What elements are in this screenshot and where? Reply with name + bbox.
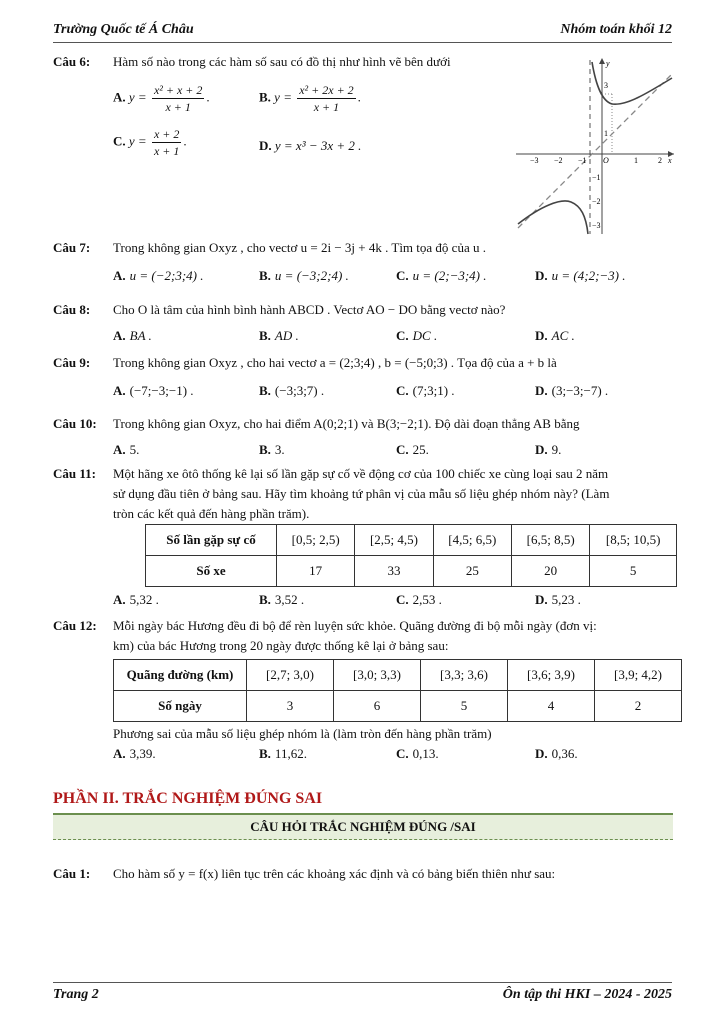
axis-label: y: [606, 59, 610, 68]
tick-label: −2: [592, 197, 601, 206]
option-d[interactable]: D. (3;−3;−7) .: [535, 383, 609, 398]
table-cell: 25: [433, 556, 511, 587]
page-footer: [53, 982, 672, 1009]
question-text: Trong không gian Oxyz , cho vectơ u = 2i − 3j + 4k . Tìm tọa độ của u .: [113, 240, 486, 255]
question-text: Cho O là tâm của hình bình hành ABCD . Vectơ AO − DO bằng vectơ nào?: [113, 302, 506, 317]
option-c[interactable]: C. 25.: [396, 442, 429, 457]
table-cell: 2: [595, 691, 682, 722]
option-c[interactable]: C. (7;3;1) .: [396, 383, 455, 398]
table-cell: [3,9; 4,2): [595, 660, 682, 691]
table-cell: [4,5; 6,5): [433, 525, 511, 556]
footer-title: Ôn tập thi HKI – 2024 - 2025: [502, 987, 672, 1002]
options: [113, 744, 673, 766]
question-text: Một hãng xe ôtô thống kê lại số lần gặp sự cố về động cơ của 100 chiếc xe cùng loại sau 2 năm: [113, 466, 609, 481]
option-b[interactable]: B. AD .: [259, 328, 299, 343]
option-b[interactable]: B. u = (−3;2;4) .: [259, 268, 349, 283]
question-number: Câu 8:: [53, 302, 91, 317]
fraction: $\frac{\text{x² + x + 2}}{x + 1}$: [153, 83, 203, 114]
options: [113, 326, 673, 348]
question-number: Câu 6:: [53, 54, 91, 69]
option-c[interactable]: C. 2,53 .: [396, 592, 442, 607]
options: [113, 440, 673, 462]
table-cell: [3,6; 3,9): [508, 660, 595, 691]
question-8: [53, 300, 673, 348]
option-d[interactable]: D. 9.: [535, 442, 562, 457]
table-cell: 17: [277, 556, 355, 587]
question-number: Câu 11:: [53, 466, 96, 481]
question-text: Phương sai của mẫu số liệu ghép nhóm là (làm tròn đến hàng phần trăm): [113, 726, 492, 741]
options: [113, 381, 673, 403]
table-header: Số xe: [146, 556, 277, 587]
table-header: Số ngày: [114, 691, 247, 722]
question-12: [53, 616, 673, 656]
option-a[interactable]: A. BA .: [113, 328, 152, 343]
table-header: Số lần gặp sự cố: [146, 525, 277, 556]
option-b[interactable]: B. 3.: [259, 442, 285, 457]
option-d[interactable]: D. AC .: [535, 328, 575, 343]
table-cell: [2,7; 3,0): [247, 660, 334, 691]
table-cell: [3,3; 3,6): [421, 660, 508, 691]
option-a[interactable]: A. 5.: [113, 442, 140, 457]
question-9: [53, 353, 673, 403]
tick-label: 2: [658, 156, 662, 165]
question-number: Câu 10:: [53, 416, 97, 431]
table-cell: [2,5; 4,5): [355, 525, 433, 556]
table-cell: 4: [508, 691, 595, 722]
option-b[interactable]: B. 11,62.: [259, 746, 307, 761]
table-cell: 5: [421, 691, 508, 722]
tick-label: −3: [592, 221, 601, 230]
option-a[interactable]: A. 5,32 .: [113, 592, 159, 607]
section-banner: CÂU HỎI TRẮC NGHIỆM ĐÚNG /SAI: [53, 813, 673, 840]
question-7: [53, 238, 673, 288]
options: [113, 266, 673, 288]
question-number: Câu 7:: [53, 240, 91, 255]
question-text: km) của bác Hương trong 20 ngày được thống kê lại ở bảng sau:: [113, 638, 449, 653]
option-a[interactable]: A. y = $\frac{\text{x² + x + 2}}{x + 1}$ .: [113, 83, 210, 114]
question-number: Câu 9:: [53, 355, 91, 370]
option-d[interactable]: D. y = x³ − 3x + 2 .: [259, 138, 362, 153]
tick-label: 3: [604, 81, 608, 90]
question-text: Mỗi ngày bác Hương đều đi bộ để rèn luyện sức khỏe. Quãng đường đi bộ mỗi ngày (đơn vị:: [113, 618, 597, 633]
data-table: [113, 659, 682, 722]
option-c[interactable]: C. 0,13.: [396, 746, 439, 761]
question-text: tròn các kết quả đến hàng phần trăm).: [113, 506, 310, 521]
options: [113, 590, 673, 612]
tick-label: 1: [634, 156, 638, 165]
question-12-after: [53, 724, 673, 766]
table-cell: [6,5; 8,5): [511, 525, 589, 556]
option-b[interactable]: B. (−3;3;7) .: [259, 383, 325, 398]
footer-page: Trang 2: [53, 987, 99, 1002]
question-text: Trong không gian Oxyz, cho hai điểm A(0;2;1) và B(3;−2;1). Độ dài đoạn thẳng AB bằng: [113, 416, 580, 431]
option-d[interactable]: D. u = (4;2;−3) .: [535, 268, 626, 283]
fraction: $\frac{\text{x² + 2x + 2}}{x + 1}$: [299, 83, 354, 114]
tick-label: −1: [592, 173, 601, 182]
table-cell: [3,0; 3,3): [334, 660, 421, 691]
tick-label: 1: [604, 129, 608, 138]
option-b[interactable]: B. y = $\frac{\text{x² + 2x + 2}}{x + 1}$ .: [259, 83, 361, 114]
question-text: sử dụng đầu tiên ở bảng sau. Hãy tìm khoảng tứ phân vị của mẫu số liệu ghép nhóm này? (Làm: [113, 486, 610, 501]
question-number: Câu 12:: [53, 618, 97, 633]
option-d[interactable]: D. 5,23 .: [535, 592, 581, 607]
option-c[interactable]: C. u = (2;−3;4) .: [396, 268, 487, 283]
option-d[interactable]: D. 0,36.: [535, 746, 578, 761]
tick-label: −3: [530, 156, 539, 165]
option-c[interactable]: C. y = $\frac{x + 2}{x + 1}$ .: [113, 127, 187, 158]
option-c[interactable]: C. DC .: [396, 328, 438, 343]
tick-label: −2: [554, 156, 563, 165]
option-a[interactable]: A. 3,39.: [113, 746, 156, 761]
header-group: Nhóm toán khối 12: [560, 22, 672, 37]
table-cell: 6: [334, 691, 421, 722]
question-10: [53, 414, 673, 462]
table-cell: 33: [355, 556, 433, 587]
data-table: [145, 524, 677, 587]
question-11: [53, 464, 673, 524]
table-cell: [8,5; 10,5): [590, 525, 677, 556]
axis-label: x: [668, 156, 672, 165]
table-cell: 3: [247, 691, 334, 722]
table-header: Quãng đường (km): [114, 660, 247, 691]
question-text: Cho hàm số y = f(x) liên tục trên các khoảng xác định và có bảng biến thiên như sau:: [113, 866, 556, 881]
question-text: Trong không gian Oxyz , cho hai vectơ a = (2;3;4) , b = (−5;0;3) . Tọa độ của a + b là: [113, 355, 557, 370]
table-cell: 20: [511, 556, 589, 587]
section-title: PHẦN II. TRẮC NGHIỆM ĐÚNG SAI: [53, 790, 323, 807]
page-header: [53, 22, 672, 43]
tick-label: −1: [578, 156, 587, 165]
question-text: Hàm số nào trong các hàm số sau có đồ thị như hình vẽ bên dưới: [113, 54, 451, 69]
question-number: Câu 1:: [53, 866, 91, 881]
question-11-options: [53, 590, 673, 612]
option-a[interactable]: A. (−7;−3;−1) .: [113, 383, 194, 398]
part2-question-1: [53, 864, 673, 884]
option-b[interactable]: B. 3,52 .: [259, 592, 305, 607]
table-cell: [0,5; 2,5): [277, 525, 355, 556]
function-graph: [516, 56, 676, 236]
header-school: Trường Quốc tế Á Châu: [53, 22, 194, 37]
fraction: $\frac{x + 2}{x + 1}$: [153, 127, 180, 158]
table-cell: 5: [590, 556, 677, 587]
tick-label: O: [603, 156, 609, 165]
option-a[interactable]: A. u = (−2;3;4) .: [113, 268, 204, 283]
